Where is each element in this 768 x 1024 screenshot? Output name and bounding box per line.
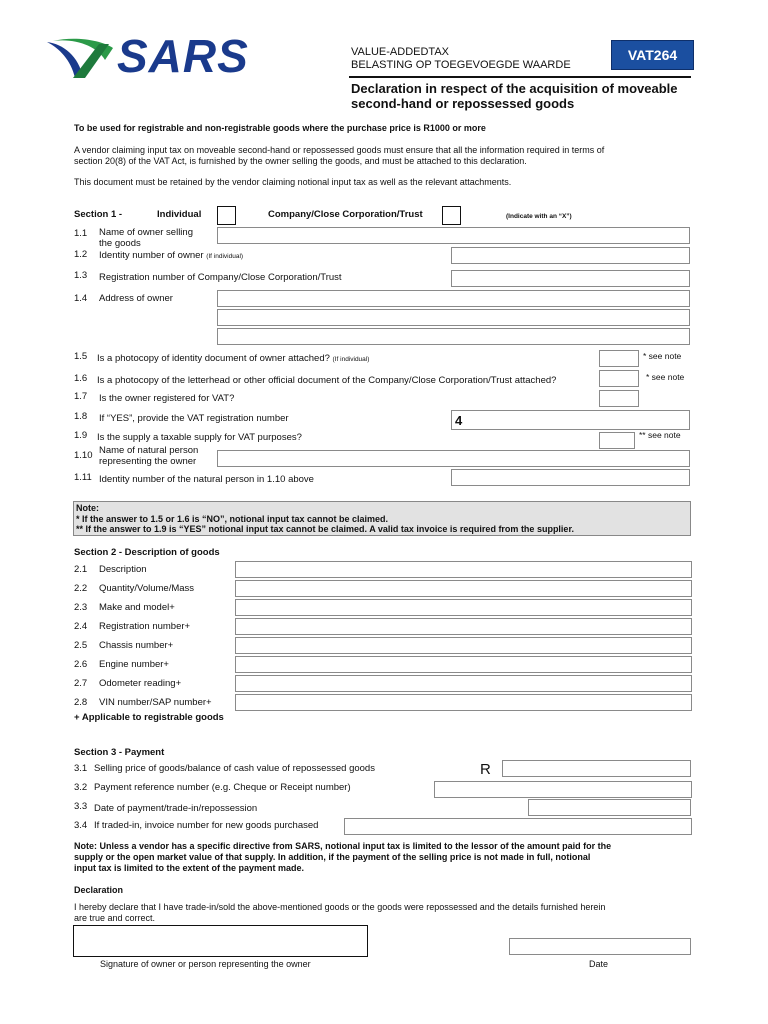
goods-row-label: Description — [99, 564, 147, 575]
header-rule — [349, 76, 691, 78]
form-code-badge — [611, 40, 694, 70]
item-1-6-label: Is a photocopy of the letterhead or other official document of the Company/Close Corporation/Trust attached? — [97, 375, 557, 386]
item-1-2-label-sub: (If individual) — [206, 253, 244, 260]
item-1-11-number: 1.11 — [74, 472, 92, 483]
item-1-1-number: 1.1 — [74, 228, 88, 239]
item-1-5-label — [97, 353, 369, 365]
representative-id-field[interactable] — [451, 469, 690, 486]
goods-row-label: Quantity/Volume/Mass — [99, 583, 195, 594]
selling-price-field[interactable] — [502, 760, 691, 777]
item-1-5-number: 1.5 — [74, 351, 88, 362]
company-checkbox[interactable] — [442, 206, 461, 225]
goods-row-number: 2.5 — [74, 640, 88, 651]
page-title: Declaration in respect of the acquisition of moveable second-hand or repossessed goods — [351, 81, 678, 111]
currency-symbol: R — [480, 761, 491, 778]
goods-row-number: 2.4 — [74, 621, 88, 632]
date-caption: Date — [589, 959, 609, 969]
declaration-line-1: I hereby declare that I have trade-in/sold the above-mentioned goods or the goods were repossessed and the details furnished herein — [74, 902, 606, 912]
goods-row-number: 2.2 — [74, 583, 88, 594]
item-3-3-label: Date of payment/trade-in/repossession — [94, 803, 258, 814]
goods-row-label: Registration number+ — [99, 621, 191, 632]
see-note-1-5: * see note — [643, 351, 682, 361]
goods-row-label: Chassis number+ — [99, 640, 174, 651]
registration-number-field[interactable] — [451, 270, 690, 287]
signature-caption: Signature of owner or person representing the owner — [100, 959, 311, 969]
item-3-2-number: 3.2 — [74, 782, 88, 793]
intro-para-1b: section 20(8) of the VAT Act, is furnished by the owner selling the goods, and must be attached to this declaration. — [74, 156, 527, 166]
goods-row-number: 2.3 — [74, 602, 88, 613]
item-1-7-label: Is the owner registered for VAT? — [99, 393, 235, 404]
item-1-10-number: 1.10 — [74, 450, 93, 461]
form-code: VAT264 — [627, 47, 678, 63]
item-3-3-number: 3.3 — [74, 801, 88, 812]
item-1-1-label-a: Name of owner selling — [99, 227, 193, 238]
declaration-line-2: are true and correct. — [74, 913, 156, 923]
item-3-4-label: If traded-in, invoice number for new goods purchased — [94, 820, 319, 831]
address-line-2-field[interactable] — [217, 309, 690, 326]
goods-row-number: 2.8 — [74, 697, 88, 708]
item-1-9-number: 1.9 — [74, 430, 88, 441]
goods-row-label: VIN number/SAP number+ — [99, 697, 212, 708]
limit-note-line-3: input tax is limited to the extent of the payment made. — [74, 863, 305, 873]
vat-number-prefix: 4 — [455, 413, 463, 428]
item-1-5-label-sub: (If individual) — [332, 356, 370, 363]
goods-row-number: 2.1 — [74, 564, 88, 575]
owner-id-field[interactable] — [451, 247, 690, 264]
letterhead-copy-attached-field[interactable] — [599, 370, 639, 387]
item-1-2-label-text: Identity number of owner — [99, 250, 204, 261]
note-title: Note: — [76, 503, 99, 513]
declaration-title: Declaration — [74, 885, 124, 895]
item-1-4-number: 1.4 — [74, 293, 88, 304]
goods-row-label: Make and model+ — [99, 602, 175, 613]
note-line-2: ** If the answer to 1.9 is “YES” notional input tax cannot be claimed. A valid tax invoice is required from the supplier. — [76, 524, 574, 534]
item-1-2-number: 1.2 — [74, 249, 88, 260]
goods-row-number: 2.6 — [74, 659, 88, 670]
item-1-4-label: Address of owner — [99, 293, 173, 304]
address-line-1-field[interactable] — [217, 290, 690, 307]
registrable-footnote: + Applicable to registrable goods — [74, 712, 224, 723]
taxable-supply-field[interactable] — [599, 432, 635, 449]
item-1-1-label-b: the goods — [99, 238, 141, 249]
individual-checkbox[interactable] — [217, 206, 236, 225]
sars-logo — [45, 30, 270, 86]
vat-registered-field[interactable] — [599, 390, 639, 407]
usage-note: To be used for registrable and non-registrable goods where the purchase price is R1000 or more — [74, 123, 486, 133]
representative-name-field[interactable] — [217, 450, 690, 467]
address-line-3-field[interactable] — [217, 328, 690, 345]
owner-name-field[interactable] — [217, 227, 690, 244]
limit-note-line-1: Note: Unless a vendor has a specific directive from SARS, notional input tax is limited to the lessor of the amount paid for the — [74, 841, 612, 851]
payment-reference-field[interactable] — [434, 781, 692, 798]
date-field[interactable] — [509, 938, 691, 955]
sars-logo-text: SARS — [117, 30, 249, 82]
vin-field[interactable] — [235, 694, 692, 711]
title-afrikaans: BELASTING OP TOEGEVOEGDE WAARDE — [351, 59, 571, 71]
make-model-field[interactable] — [235, 599, 692, 616]
item-1-2-label — [99, 250, 243, 262]
goods-row-label: Engine number+ — [99, 659, 169, 670]
title-english: VALUE-ADDEDTAX — [351, 46, 450, 58]
item-1-8-number: 1.8 — [74, 411, 88, 422]
odometer-field[interactable] — [235, 675, 692, 692]
item-1-3-label: Registration number of Company/Close Corporation/Trust — [99, 272, 342, 283]
section1-label: Section 1 - — [74, 209, 123, 220]
item-1-3-number: 1.3 — [74, 270, 88, 281]
signature-field[interactable] — [73, 925, 368, 957]
item-1-7-number: 1.7 — [74, 391, 88, 402]
intro-para-2: This document must be retained by the vendor claiming notional input tax as well as the relevant attachments. — [74, 177, 512, 187]
engine-field[interactable] — [235, 656, 692, 673]
item-1-6-number: 1.6 — [74, 373, 88, 384]
payment-date-field[interactable] — [528, 799, 691, 816]
item-1-11-label: Identity number of the natural person in 1.10 above — [99, 474, 314, 485]
see-note-1-9: ** see note — [639, 430, 681, 440]
invoice-number-field[interactable] — [344, 818, 692, 835]
vat-registration-number-field[interactable] — [451, 410, 690, 430]
registration-field[interactable] — [235, 618, 692, 635]
chassis-field[interactable] — [235, 637, 692, 654]
item-1-8-label: If “YES”, provide the VAT registration number — [99, 413, 289, 424]
item-1-5-label-text: Is a photocopy of identity document of owner attached? — [97, 353, 330, 364]
item-1-10-label-a: Name of natural person — [99, 445, 199, 456]
item-3-4-number: 3.4 — [74, 820, 88, 831]
item-1-10-label-b: representing the owner — [99, 456, 197, 467]
goods-row-label: Odometer reading+ — [99, 678, 182, 689]
company-label: Company/Close Corporation/Trust — [268, 209, 423, 220]
quantity-field[interactable] — [235, 580, 692, 597]
item-3-2-label: Payment reference number (e.g. Cheque or Receipt number) — [94, 782, 351, 793]
individual-label: Individual — [157, 209, 202, 220]
intro-para-1a: A vendor claiming input tax on moveable second-hand or repossessed goods must ensure that all the information required in terms of — [74, 145, 605, 155]
goods-row-number: 2.7 — [74, 678, 88, 689]
item-3-1-label: Selling price of goods/balance of cash value of repossessed goods — [94, 763, 375, 774]
id-copy-attached-field[interactable] — [599, 350, 639, 367]
description-field[interactable] — [235, 561, 692, 578]
item-3-1-number: 3.1 — [74, 763, 88, 774]
limit-note-line-2: supply or the open market value of that supply. In addition, if the payment of the selling price is not made in full, notional — [74, 852, 591, 862]
indicate-hint: (Indicate with an “X”) — [506, 213, 572, 220]
section3-label: Section 3 - Payment — [74, 747, 165, 758]
note-line-1: * If the answer to 1.5 or 1.6 is “NO”, notional input tax cannot be claimed. — [76, 514, 389, 524]
item-1-9-label: Is the supply a taxable supply for VAT purposes? — [97, 432, 302, 443]
section2-label: Section 2 - Description of goods — [74, 547, 220, 558]
see-note-1-6: * see note — [646, 372, 685, 382]
note-box — [73, 501, 691, 536]
